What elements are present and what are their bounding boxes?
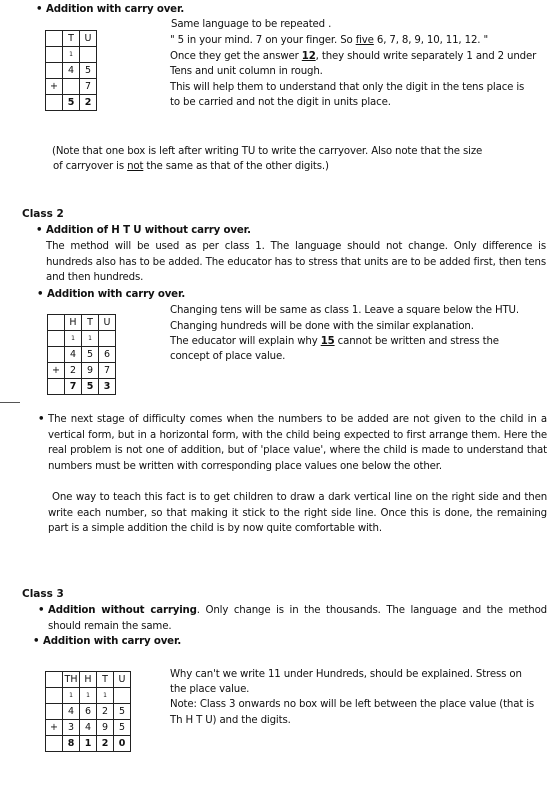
cell (46, 736, 63, 752)
answer-cell: 2 (97, 736, 114, 752)
five-underlined: five (355, 35, 374, 46)
cell: TH (63, 672, 80, 688)
cell (46, 47, 63, 63)
carry-cell: 1 (65, 331, 82, 347)
answer-cell: 5 (63, 95, 80, 111)
cell (46, 704, 63, 720)
cell (48, 331, 65, 347)
cell: 9 (82, 363, 99, 379)
place-value-paragraph: • The next stage of difficulty comes when the numbers to be added are not given to the child in a vertical form, but in a horizontal form, with the child being expected to first arrange them. Here the real problem is not one of addition, but of 'place value', where the child is made to understand that numbers must be written with corresponding place values one below the other. (48, 412, 547, 474)
cell: T (82, 315, 99, 331)
text-line: Th H T U) and the digits. (170, 715, 291, 726)
class2-paragraph: The method will be used as per class 1. The language should not change. Only difference is hundreds also has to be added. The educator has to stress that units are to be added first, then tens and then hundreds. (46, 241, 546, 283)
answer-cell: 0 (114, 736, 131, 752)
text-line: This will help them to understand that only the digit in the tens place is (170, 82, 525, 93)
cell: 5 (80, 63, 97, 79)
answer-cell: 8 (63, 736, 80, 752)
carry-cell: 1 (63, 47, 80, 63)
htu-addition-table (47, 314, 116, 395)
cell: 6 (80, 704, 97, 720)
cell: 6 (99, 347, 116, 363)
cell: U (80, 31, 97, 47)
cell: H (80, 672, 97, 688)
text-line: Once they get the answer 12, they should write separately 1 and 2 under (170, 51, 537, 62)
carry-cell: 1 (80, 688, 97, 704)
cell (46, 688, 63, 704)
bullet-with-carry: • Addition with carry over. (43, 635, 181, 648)
not-underlined: not (127, 161, 144, 172)
cell: 3 (63, 720, 80, 736)
text-line: The educator will explain why 15 cannot be written and stress the (170, 336, 499, 347)
carry-cell: 1 (97, 688, 114, 704)
cell: T (97, 672, 114, 688)
text-line: Changing tens will be same as class 1. Leave a square below the HTU. (170, 305, 519, 316)
plus-cell: + (46, 720, 63, 736)
bullet-without-carrying: • Addition without carrying. Only change is in the thousands. The language and the method should remain the same. (48, 603, 547, 634)
cell (46, 672, 63, 688)
answer-cell: 7 (65, 379, 82, 395)
answer-cell: 1 (80, 736, 97, 752)
text-line: the place value. (170, 684, 250, 695)
text-line: Changing hundreds will be done with the similar explanation. (170, 321, 474, 332)
text-line: Same language to be repeated . (171, 19, 332, 30)
cell: 4 (80, 720, 97, 736)
text-line: Note: Class 3 onwards no box will be left between the place value (that is (170, 699, 535, 710)
cell: 7 (80, 79, 97, 95)
cell (46, 95, 63, 111)
cell: 4 (63, 704, 80, 720)
cell: 2 (65, 363, 82, 379)
cell: 7 (99, 363, 116, 379)
cell: 4 (65, 347, 82, 363)
answer-cell: 2 (80, 95, 97, 111)
cell: 5 (114, 704, 131, 720)
carry-cell: 1 (63, 688, 80, 704)
cell: 4 (63, 63, 80, 79)
bullet-htu-no-carry: • Addition of H T U without carry over. (46, 224, 251, 237)
cell: H (65, 315, 82, 331)
cell (80, 47, 97, 63)
margin-mark (0, 402, 20, 403)
answer-cell: 3 (99, 379, 116, 395)
cell (48, 379, 65, 395)
cell (114, 688, 131, 704)
cell: U (99, 315, 116, 331)
text-line: Tens and unit column in rough. (170, 66, 323, 77)
cell (46, 31, 63, 47)
note-line: (Note that one box is left after writing TU to write the carryover. Also note that the size (52, 146, 483, 157)
cell: T (63, 31, 80, 47)
cell: U (114, 672, 131, 688)
plus-cell: + (48, 363, 65, 379)
cell (48, 347, 65, 363)
bullet-htu-carry: • Addition with carry over. (47, 288, 185, 301)
bullet-addition-carry-over: • Addition with carry over. (46, 3, 184, 16)
answer-twelve: 12 (301, 51, 316, 62)
vertical-line-paragraph: One way to teach this fact is to get children to draw a dark vertical line on the right side and then write each number, so that making it stick to the right side line. Once this is done, the remaining part is a simple addition the child is by now quite comfortable with. (48, 492, 547, 534)
text-line: concept of place value. (170, 351, 286, 362)
text-line: " 5 in your mind. 7 on your finger. So five 6, 7, 8, 9, 10, 11, 12. " (170, 35, 488, 46)
cell: 9 (97, 720, 114, 736)
cell: 2 (97, 704, 114, 720)
plus-cell: + (46, 79, 63, 95)
carry-cell: 1 (82, 331, 99, 347)
note-line: of carryover is not the same as that of the other digits.) (53, 161, 329, 172)
cell: 5 (114, 720, 131, 736)
text-line: Why can't we write 11 under Hundreds, should be explained. Stress on (170, 669, 522, 680)
cell (46, 63, 63, 79)
thhtu-addition-table (45, 671, 131, 752)
class-3-heading: Class 3 (22, 588, 64, 600)
class-2-heading: Class 2 (22, 208, 64, 220)
cell (99, 331, 116, 347)
cell (63, 79, 80, 95)
fifteen-underlined: 15 (320, 336, 335, 347)
answer-cell: 5 (82, 379, 99, 395)
text-line: to be carried and not the digit in units place. (170, 97, 391, 108)
tu-addition-table (45, 30, 97, 111)
cell (48, 315, 65, 331)
cell: 5 (82, 347, 99, 363)
